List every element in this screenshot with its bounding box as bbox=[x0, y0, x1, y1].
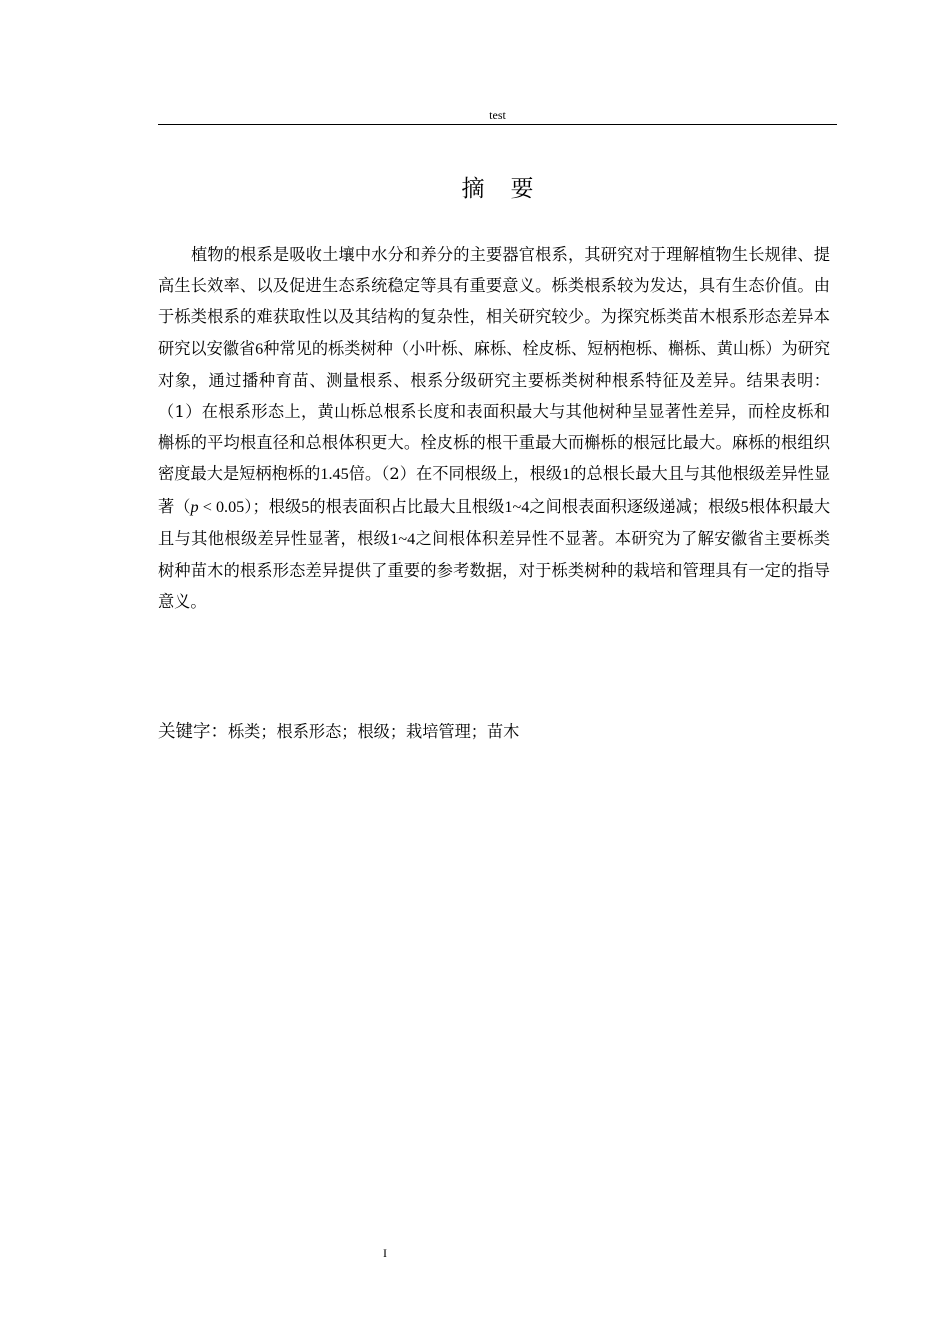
keywords-label: 关键字： bbox=[158, 722, 228, 742]
abstract-text: 倍。（2）在不同根级上，根级 bbox=[348, 464, 563, 484]
abstract-text: 根体积最大且与其他根级差异性显著，根级 bbox=[158, 496, 831, 548]
header-text: test bbox=[489, 108, 506, 122]
page-number: I bbox=[383, 1246, 387, 1260]
abstract-text: 之间根体积差异性不显著。本研究为了解安徽省主要栎类树种苗木的根系形态差异提供了重要的参考数据，对于栎类树种的栽培和管理具有一定的指导意义。 bbox=[158, 528, 831, 612]
abstract-text: 植物的根系是吸收土壤中水分和养分的主要器官根系，其研究对于理解植物生长规律、提高生长效率、以及促进生态系统稳定等具有重要意义。栎类根系较为发达，具有生态价值。由于栎类根系的难获取性以及其结构的复杂性，相关研究较少。为探究栎类苗木根系形态差异本研究以安徽省 bbox=[158, 245, 830, 358]
keywords-line bbox=[158, 717, 837, 747]
abstract-text: ）；根级 bbox=[244, 496, 302, 516]
keywords-text: 栎类；根系形态；根级；栽培管理；苗木 bbox=[228, 722, 520, 741]
abstract-number: 1.45 bbox=[320, 465, 349, 484]
abstract-number: 5 bbox=[740, 497, 749, 516]
p-value-symbol: p bbox=[190, 497, 199, 516]
p-value-threshold: < 0.05 bbox=[198, 497, 245, 516]
abstract-number: 1~4 bbox=[390, 529, 416, 548]
page-header bbox=[158, 104, 837, 125]
abstract-number: 1 bbox=[562, 465, 571, 484]
abstract-body bbox=[158, 239, 830, 617]
abstract-number: 6 bbox=[255, 339, 264, 358]
abstract-title: 摘要 bbox=[461, 176, 560, 202]
abstract-text: 的总根长最大且与其他根级差异性显著（ bbox=[158, 464, 831, 516]
abstract-text: 种常见的栎类树种（小叶栎、麻栎、栓皮栎、短柄枹栎、槲栎、黄山栎）为研究对象，通过播种育苗、测量根系、根系分级研究主要栎类树种根系特征及差异。结果表明：（1）在根系形态上，黄山栎总根系长度和表面积最大与其他树种呈显著性差异，而栓皮栎和槲栎的平均根直径和总根体积更大。栓皮栎的根干重最大而槲栎的根冠比最大。麻栎的根组织密度最大是短柄枹栎的 bbox=[158, 338, 831, 484]
abstract-text: 的根表面积占比最大且根级 bbox=[309, 496, 505, 516]
abstract-number: 5 bbox=[301, 497, 310, 516]
abstract-number: 1~4 bbox=[504, 497, 530, 516]
abstract-text: 之间根表面积逐级递减；根级 bbox=[529, 496, 741, 516]
